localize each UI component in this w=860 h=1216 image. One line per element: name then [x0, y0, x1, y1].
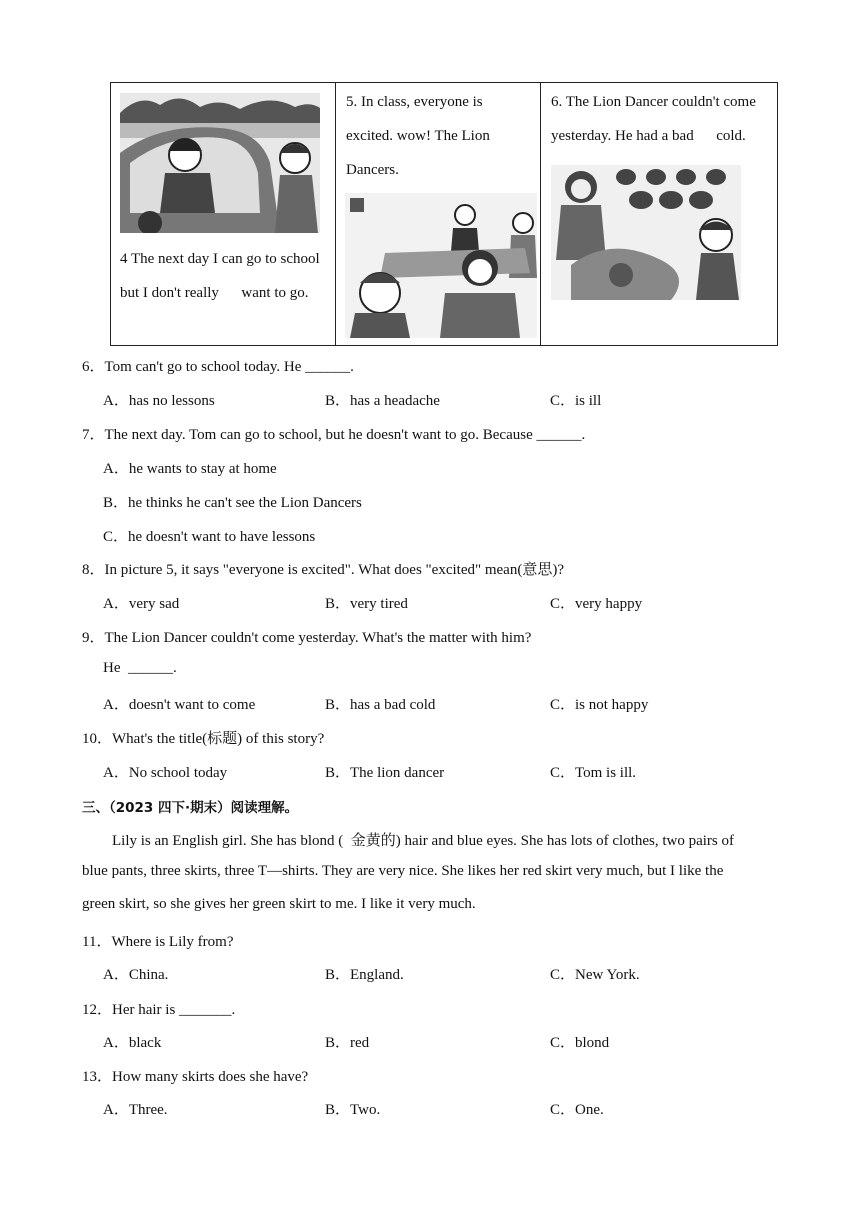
question-7-option-c[interactable]: C．he doesn't want to have lessons [103, 529, 316, 545]
question-11-option-a[interactable]: A．China. [103, 967, 169, 983]
story-picture-table [110, 82, 778, 346]
question-13-option-c[interactable]: C．One. [550, 1102, 604, 1118]
question-10-option-a[interactable]: A．No school today [103, 765, 228, 781]
question-12-option-b[interactable]: B．red [325, 1035, 370, 1051]
question-13: 13．How many skirts does she have? [82, 1069, 309, 1085]
question-12-option-c[interactable]: C．blond [550, 1035, 610, 1051]
question-9: 9．The Lion Dancer couldn't come yesterday. What's the matter with him? [82, 630, 532, 646]
question-9-option-a[interactable]: A．doesn't want to come [103, 697, 256, 713]
question-6-option-a[interactable]: A．has no lessons [103, 393, 215, 409]
passage-line-3: green skirt, so she gives her green skirt to me. I like it very much. [82, 896, 476, 912]
passage-line-1: Lily is an English girl. She has blond ( 金黄的) hair and blue eyes. She has lots of clothes, two pairs of [112, 833, 734, 849]
story-cell-4 [111, 83, 336, 345]
question-11-option-b[interactable]: B．England. [325, 967, 404, 983]
question-9-blank: He ______. [103, 660, 177, 676]
cell-5-caption-line-1: 5. In class, everyone is [346, 94, 483, 110]
question-7-option-a[interactable]: A．he wants to stay at home [103, 461, 277, 477]
question-10: 10．What's the title(标题) of this story? [82, 731, 325, 747]
question-8-option-c[interactable]: C．very happy [550, 596, 643, 612]
question-9-option-c[interactable]: C．is not happy [550, 697, 649, 713]
question-11-option-c[interactable]: C．New York. [550, 967, 640, 983]
story-cell-6 [541, 83, 777, 345]
question-6-option-b[interactable]: B．has a headache [325, 393, 440, 409]
question-10-option-c[interactable]: C．Tom is ill. [550, 765, 637, 781]
question-10-option-b[interactable]: B．The lion dancer [325, 765, 445, 781]
question-11: 11．Where is Lily from? [82, 934, 234, 950]
question-8: 8．In picture 5, it says "everyone is excited". What does "excited" mean(意思)? [82, 562, 564, 578]
story-cell-5 [336, 83, 541, 345]
cell-4-caption-line-2: but I don't really want to go. [120, 285, 309, 301]
cell-4-caption-line-1: 4 The next day I can go to school [120, 251, 320, 267]
section-3-heading: 三、（2023 四下·期末）阅读理解。 [82, 800, 299, 816]
cell-5-caption-line-3: Dancers. [346, 162, 399, 178]
question-7: 7．The next day. Tom can go to school, but he doesn't want to go. Because ______. [82, 427, 586, 443]
question-12: 12．Her hair is _______. [82, 1002, 236, 1018]
cell-5-caption-line-2: excited. wow! The Lion [346, 128, 490, 144]
cell-6-caption-line-1: 6. The Lion Dancer couldn't come [551, 94, 756, 110]
question-6: 6．Tom can't go to school today. He ______. [82, 359, 354, 375]
question-12-option-a[interactable]: A．black [103, 1035, 162, 1051]
picture-4-car-scene [120, 93, 320, 233]
question-13-option-b[interactable]: B．Two. [325, 1102, 381, 1118]
picture-5-classroom-scene [345, 193, 537, 338]
question-13-option-a[interactable]: A．Three. [103, 1102, 168, 1118]
question-8-option-a[interactable]: A．very sad [103, 596, 180, 612]
question-8-option-b[interactable]: B．very tired [325, 596, 408, 612]
picture-6-lion-dancer-scene [551, 165, 741, 300]
passage-line-2: blue pants, three skirts, three T—shirts. They are very nice. She likes her red skirt very much, but I like the [82, 863, 724, 879]
question-7-option-b[interactable]: B．he thinks he can't see the Lion Dancers [103, 495, 362, 511]
question-6-option-c[interactable]: C．is ill [550, 393, 602, 409]
question-9-option-b[interactable]: B．has a bad cold [325, 697, 436, 713]
cell-6-caption-line-2: yesterday. He had a bad cold. [551, 128, 746, 144]
